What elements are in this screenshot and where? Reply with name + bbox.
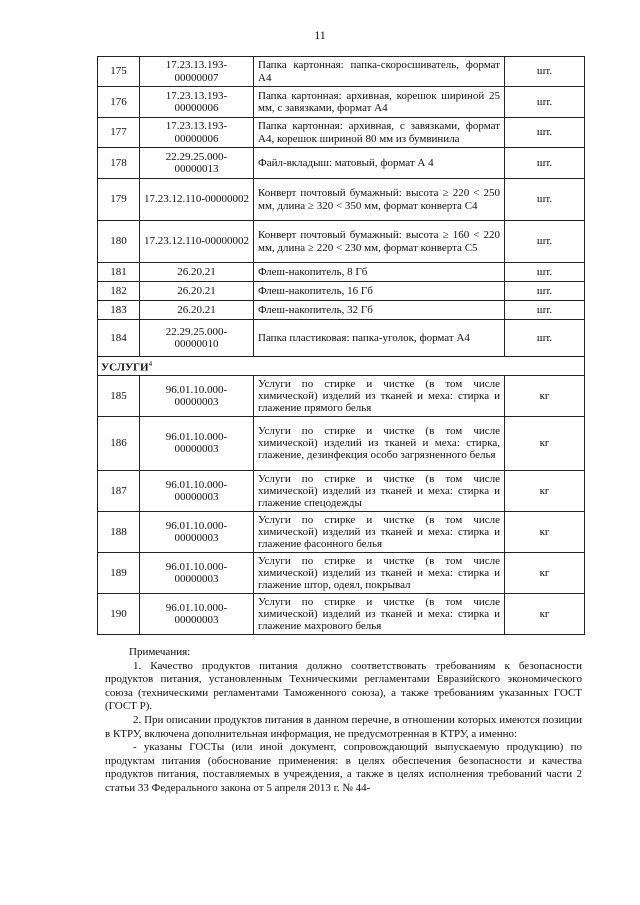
- ktru-code: 17.23.13.193-00000006: [140, 118, 254, 148]
- row-number: 185: [98, 375, 140, 416]
- notes-section: [105, 646, 582, 796]
- row-number: 184: [98, 320, 140, 357]
- note-paragraph-2: 2. При описании продуктов питания в данном перечне, в отношении которых имеются позиции в КТРУ, включена дополнительная информация, не предусмотренная в КТРУ, а именно:: [105, 713, 582, 740]
- table-row: [98, 375, 585, 416]
- row-number: 177: [98, 118, 140, 148]
- section-label: [98, 357, 585, 376]
- item-name: Услуги по стирке и чистке (в том числе химической) изделий из тканей и меха: стирка и глажение фасонного белья: [254, 511, 505, 552]
- item-name: Услуги по стирке и чистке (в том числе химической) изделий из тканей и меха: стирка и глажение спецодежды: [254, 470, 505, 511]
- unit: шт.: [505, 87, 585, 118]
- footnote-marker: 4: [148, 360, 153, 368]
- ktru-code: 26.20.21: [140, 301, 254, 320]
- unit: кг: [505, 375, 585, 416]
- ktru-code: 17.23.13.193-00000006: [140, 87, 254, 118]
- table-row: [98, 118, 585, 148]
- item-name: Услуги по стирке и чистке (в том числе химической) изделий из тканей и меха: стирка и глажение штор, одеял, покрывал: [254, 552, 505, 593]
- row-number: 186: [98, 416, 140, 470]
- item-name: Конверт почтовый бумажный: высота ≥ 220 < 250 мм, длина ≥ 320 < 350 мм, формат конверта С4: [254, 179, 505, 221]
- note-paragraph-1: 1. Качество продуктов питания должно соответствовать требованиям к безопасности продуктов питания, установленным Техническими регламентами Евразийского экономического союза (техническими регламентами Таможенного союза), а также требованиям указанных ГОСТ (ГОСТ Р).: [105, 659, 582, 713]
- table-row: [98, 179, 585, 221]
- table-row: [98, 320, 585, 357]
- row-number: 182: [98, 282, 140, 301]
- ktru-code: 26.20.21: [140, 263, 254, 282]
- item-name: Услуги по стирке и чистке (в том числе химической) изделий из тканей и меха: стирка и глажение махрового белья: [254, 593, 505, 634]
- item-name: Папка картонная: архивная, корешок шириной 25 мм, с завязками, формат А4: [254, 87, 505, 118]
- ktru-code: 96.01.10.000-00000003: [140, 511, 254, 552]
- ktru-code: 96.01.10.000-00000003: [140, 416, 254, 470]
- row-number: 189: [98, 552, 140, 593]
- unit: шт.: [505, 301, 585, 320]
- table-row: [98, 511, 585, 552]
- row-number: 190: [98, 593, 140, 634]
- unit: шт.: [505, 148, 585, 179]
- item-name: Флеш-накопитель, 16 Гб: [254, 282, 505, 301]
- row-number: 188: [98, 511, 140, 552]
- section-header-services: [98, 357, 585, 376]
- section-title: УСЛУГИ: [101, 361, 149, 374]
- table-row: [98, 301, 585, 320]
- page-number: 11: [314, 28, 326, 42]
- table-row: [98, 282, 585, 301]
- item-name: Папка пластиковая: папка-уголок, формат А4: [254, 320, 505, 357]
- row-number: 179: [98, 179, 140, 221]
- item-name: Папка картонная: архивная, с завязками, формат А4, корешок шириной 80 мм из бумвинила: [254, 118, 505, 148]
- unit: кг: [505, 470, 585, 511]
- unit: шт.: [505, 118, 585, 148]
- item-name: Флеш-накопитель, 32 Гб: [254, 301, 505, 320]
- unit: шт.: [505, 263, 585, 282]
- row-number: 176: [98, 87, 140, 118]
- ktru-code: 17.23.13.193-00000007: [140, 57, 254, 87]
- unit: кг: [505, 416, 585, 470]
- item-name: Файл-вкладыш: матовый, формат А 4: [254, 148, 505, 179]
- table-row: [98, 221, 585, 263]
- ktru-code: 96.01.10.000-00000003: [140, 593, 254, 634]
- row-number: 175: [98, 57, 140, 87]
- ktru-code: 96.01.10.000-00000003: [140, 375, 254, 416]
- unit: шт.: [505, 57, 585, 87]
- row-number: 178: [98, 148, 140, 179]
- ktru-code: 17.23.12.110-00000002: [140, 221, 254, 263]
- item-name: Услуги по стирке и чистке (в том числе химической) изделий из тканей и меха: стирка и глажение прямого белья: [254, 375, 505, 416]
- table-row: [98, 593, 585, 634]
- item-name: Папка картонная: папка-скоросшиватель, формат А4: [254, 57, 505, 87]
- table-row: [98, 148, 585, 179]
- unit: кг: [505, 593, 585, 634]
- ktru-code: 17.23.12.110-00000002: [140, 179, 254, 221]
- ktru-code: 96.01.10.000-00000003: [140, 552, 254, 593]
- item-name: Конверт почтовый бумажный: высота ≥ 160 < 220 мм, длина ≥ 220 < 230 мм, формат конверта С5: [254, 221, 505, 263]
- ktru-code: 26.20.21: [140, 282, 254, 301]
- row-number: 187: [98, 470, 140, 511]
- notes-title: Примечания:: [129, 646, 191, 658]
- table-row: [98, 87, 585, 118]
- unit: кг: [505, 552, 585, 593]
- item-name: Услуги по стирке и чистке (в том числе химической) изделий из тканей и меха: стирка, глажение, дезинфекция особо загрязненного белья: [254, 416, 505, 470]
- row-number: 180: [98, 221, 140, 263]
- unit: шт.: [505, 221, 585, 263]
- ktru-code: 22.29.25.000-00000013: [140, 148, 254, 179]
- unit: шт.: [505, 320, 585, 357]
- ktru-code: 22.29.25.000-00000010: [140, 320, 254, 357]
- row-number: 181: [98, 263, 140, 282]
- row-number: 183: [98, 301, 140, 320]
- item-name: Флеш-накопитель, 8 Гб: [254, 263, 505, 282]
- table-row: [98, 416, 585, 470]
- unit: кг: [505, 511, 585, 552]
- table-row: [98, 552, 585, 593]
- ktru-code: 96.01.10.000-00000003: [140, 470, 254, 511]
- note-paragraph-3: - указаны ГОСТы (или иной документ, сопровождающий выпускаемую продукцию) по продуктам питания (обоснование применения: в целях обеспечения безопасности и качества продуктов питания, поставляемых в учреждения, а также в целях исполнения требований части 2 статьи 33 Федерального закона от 5 апреля 2013 г. № 44-: [105, 741, 582, 794]
- table-row: [98, 263, 585, 282]
- table-row: [98, 57, 585, 87]
- unit: шт.: [505, 282, 585, 301]
- table-row: [98, 470, 585, 511]
- procurement-table: [97, 56, 585, 635]
- unit: шт.: [505, 179, 585, 221]
